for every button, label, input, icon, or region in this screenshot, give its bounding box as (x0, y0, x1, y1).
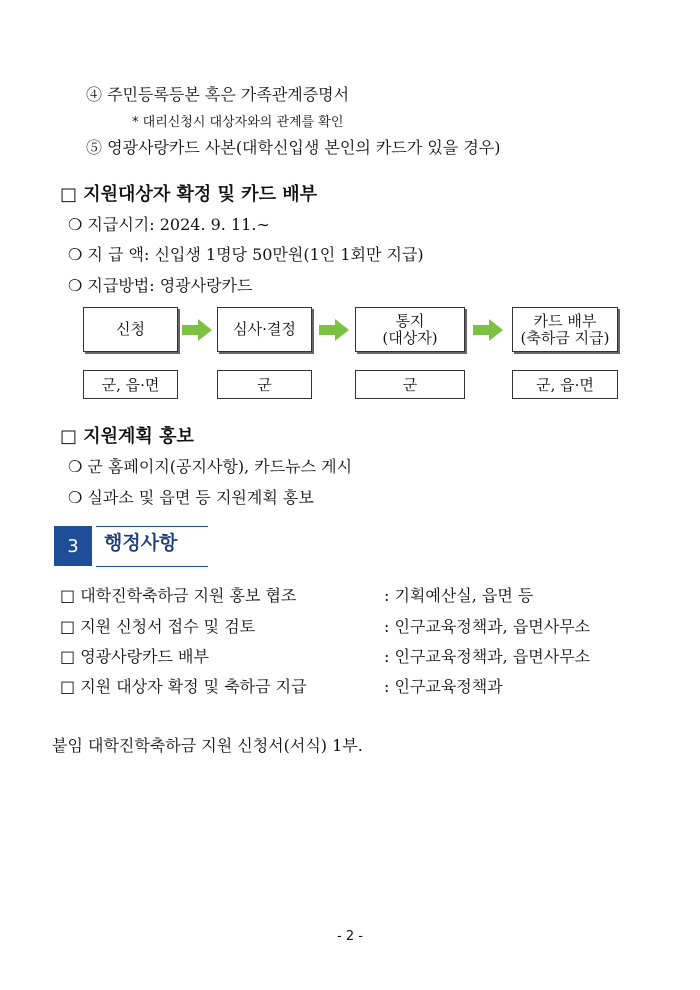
arrow-right-icon (182, 319, 212, 341)
flow-step-sublabel: (축하금 지급) (520, 328, 610, 347)
flow-owner: 군, 읍·면 (83, 370, 178, 399)
admin-dept: : 인구교육정책과, 읍면사무소 (384, 617, 591, 636)
doc-item-4: ④ 주민등록등본 혹은 가족관계증명서 (86, 85, 350, 104)
doc-note: * 대리신청시 대상자와의 관계를 확인 (132, 115, 344, 130)
section-number: 3 (54, 526, 92, 566)
bullet-promo-offices: ❍ 실과소 및 읍면 등 지원계획 홍보 (68, 488, 314, 507)
flow-step-review (217, 307, 312, 352)
section-confirm-title: □ 지원대상자 확정 및 카드 배부 (60, 184, 317, 205)
flow-owner: 군, 읍·면 (512, 370, 618, 399)
page-number: - 2 - (337, 929, 363, 944)
admin-dept: : 인구교육정책과, 읍면사무소 (384, 647, 591, 666)
section-promo-title: □ 지원계획 홍보 (60, 426, 194, 447)
admin-task: □ 대학진학축하금 지원 홍보 협조 (60, 586, 297, 605)
flow-step-sublabel: (대상자) (382, 328, 438, 347)
admin-task: □ 지원 대상자 확정 및 축하금 지급 (60, 677, 307, 696)
flow-owner: 군 (217, 370, 312, 399)
flow-owner: 군 (355, 370, 465, 399)
bullet-pay-method: ❍ 지급방법: 영광사랑카드 (68, 276, 253, 295)
section-title: 행정사항 (104, 532, 178, 554)
flow-step-label: 심사·결정 (233, 320, 296, 338)
doc-item-5: ⑤ 영광사랑카드 사본(대학신입생 본인의 카드가 있을 경우) (86, 138, 501, 157)
admin-task: □ 영광사랑카드 배부 (60, 647, 209, 666)
flow-step-label: 카드 배부 (533, 311, 597, 330)
section-title-rule (96, 526, 208, 527)
admin-task: □ 지원 신청서 접수 및 검토 (60, 617, 256, 636)
bullet-pay-amount: ❍ 지 급 액: 신입생 1명당 50만원(1인 1회만 지급) (68, 245, 424, 264)
bullet-promo-web: ❍ 군 홈페이지(공지사항), 카드뉴스 게시 (68, 457, 353, 476)
flow-step-label: 통지 (395, 311, 425, 330)
arrow-right-icon (473, 319, 503, 341)
bullet-pay-date: ❍ 지급시기: 2024. 9. 11.∼ (68, 215, 270, 234)
arrow-right-icon (319, 319, 349, 341)
attachment-note: 붙임 대학진학축하금 지원 신청서(서식) 1부. (52, 736, 363, 755)
flow-step-notify (355, 307, 465, 352)
admin-dept: : 인구교육정책과 (384, 677, 503, 696)
flow-step-label: 신청 (116, 320, 145, 338)
admin-dept: : 기획예산실, 읍면 등 (384, 586, 534, 605)
flow-step-distribute (512, 307, 618, 352)
flow-step-apply (83, 307, 178, 352)
section-title-rule (96, 566, 208, 567)
